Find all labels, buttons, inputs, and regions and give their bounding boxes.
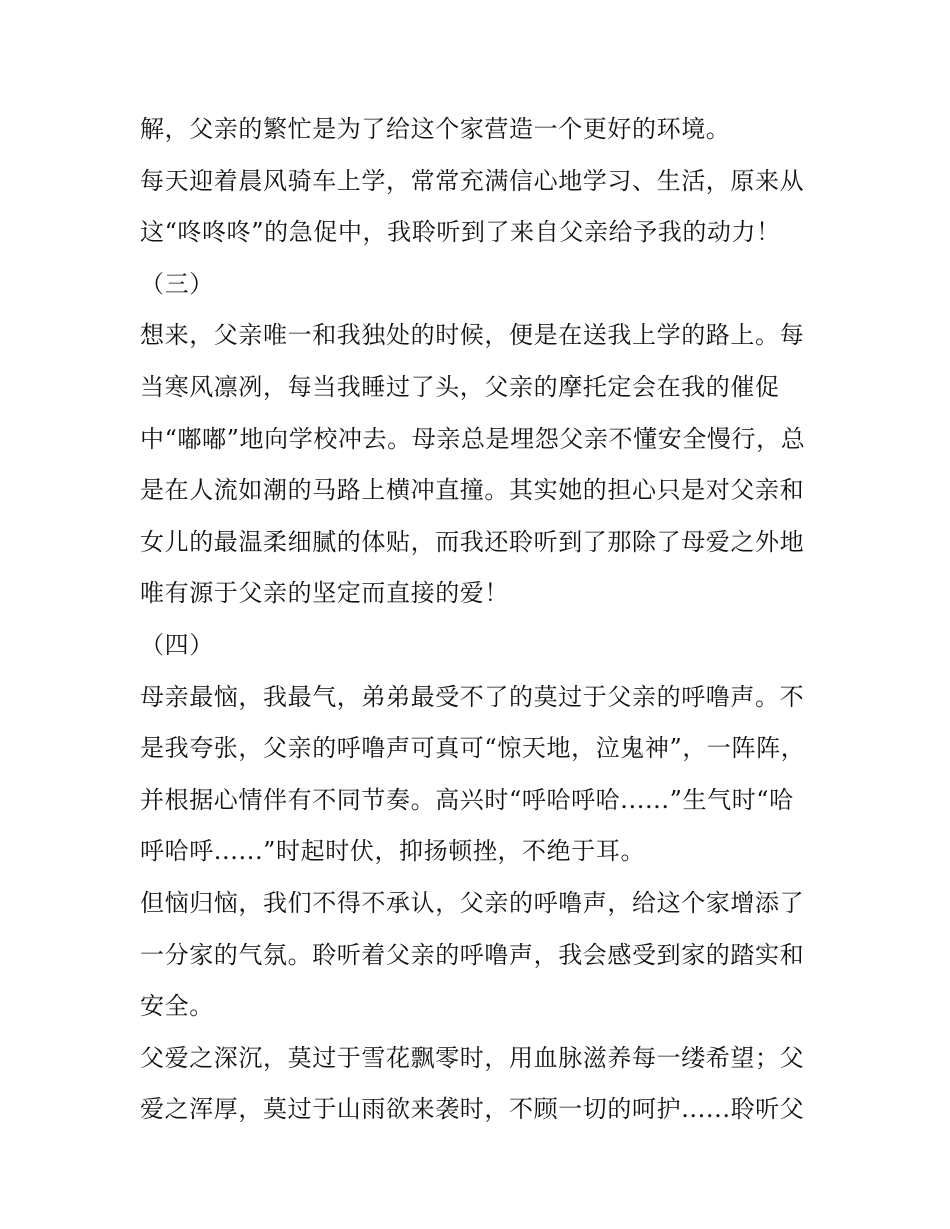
text-line: 解，父亲的繁忙是为了给这个家营造一个更好的环境。 — [140, 115, 731, 143]
text-line: 但恼归恼，我们不得不承认，父亲的呼噜声，给这个家增添了 — [140, 888, 805, 917]
text-line: 安全。 — [140, 992, 214, 1021]
text-line: 并根据心情伴有不同节奏。高兴时“呼哈呼哈......”生气时“哈 — [140, 785, 794, 814]
text-line: 唯有源于父亲的坚定而直接的爱！ — [140, 579, 509, 608]
section-heading: （三） — [140, 269, 214, 298]
text-line: 一分家的气氛。聆听着父亲的呼噜声，我会感受到家的踏实和 — [140, 940, 805, 969]
text-line: 这“咚咚咚”的急促中，我聆听到了来自父亲给予我的动力！ — [140, 218, 781, 247]
text-line: 呼哈呼......”时起时伏，抑扬顿挫，不绝于耳。 — [140, 837, 646, 866]
text-line: 是我夸张，父亲的呼噜声可真可“惊天地，泣鬼神”，一阵阵， — [140, 734, 806, 763]
text-line: 女儿的最温柔细腻的体贴，而我还聆听到了那除了母爱之外地 — [140, 527, 805, 556]
text-line: 当寒风凛冽，每当我睡过了头，父亲的摩托定会在我的催促 — [140, 372, 780, 401]
text-line: 是在人流如潮的马路上横冲直撞。其实她的担心只是对父亲和 — [140, 476, 805, 505]
text-line: 母亲最恼，我最气，弟弟最受不了的莫过于父亲的呼噜声。不 — [140, 682, 805, 711]
section-heading: （四） — [140, 630, 214, 659]
text-line: 想来，父亲唯一和我独处的时候，便是在送我上学的路上。每 — [140, 321, 805, 350]
text-line: 爱之浑厚，莫过于山雨欲来袭时，不顾一切的呵护......聆听父 — [140, 1095, 805, 1124]
text-line: 父爱之深沉，莫过于雪花飘零时，用血脉滋养每一缕希望；父 — [140, 1043, 805, 1072]
text-line: 中“嘟嘟”地向学校冲去。母亲总是埋怨父亲不懂安全慢行，总 — [140, 424, 806, 453]
document-body — [140, 109, 820, 1141]
text-line: 每天迎着晨风骑车上学，常常充满信心地学习、生活，原来从 — [140, 166, 805, 195]
